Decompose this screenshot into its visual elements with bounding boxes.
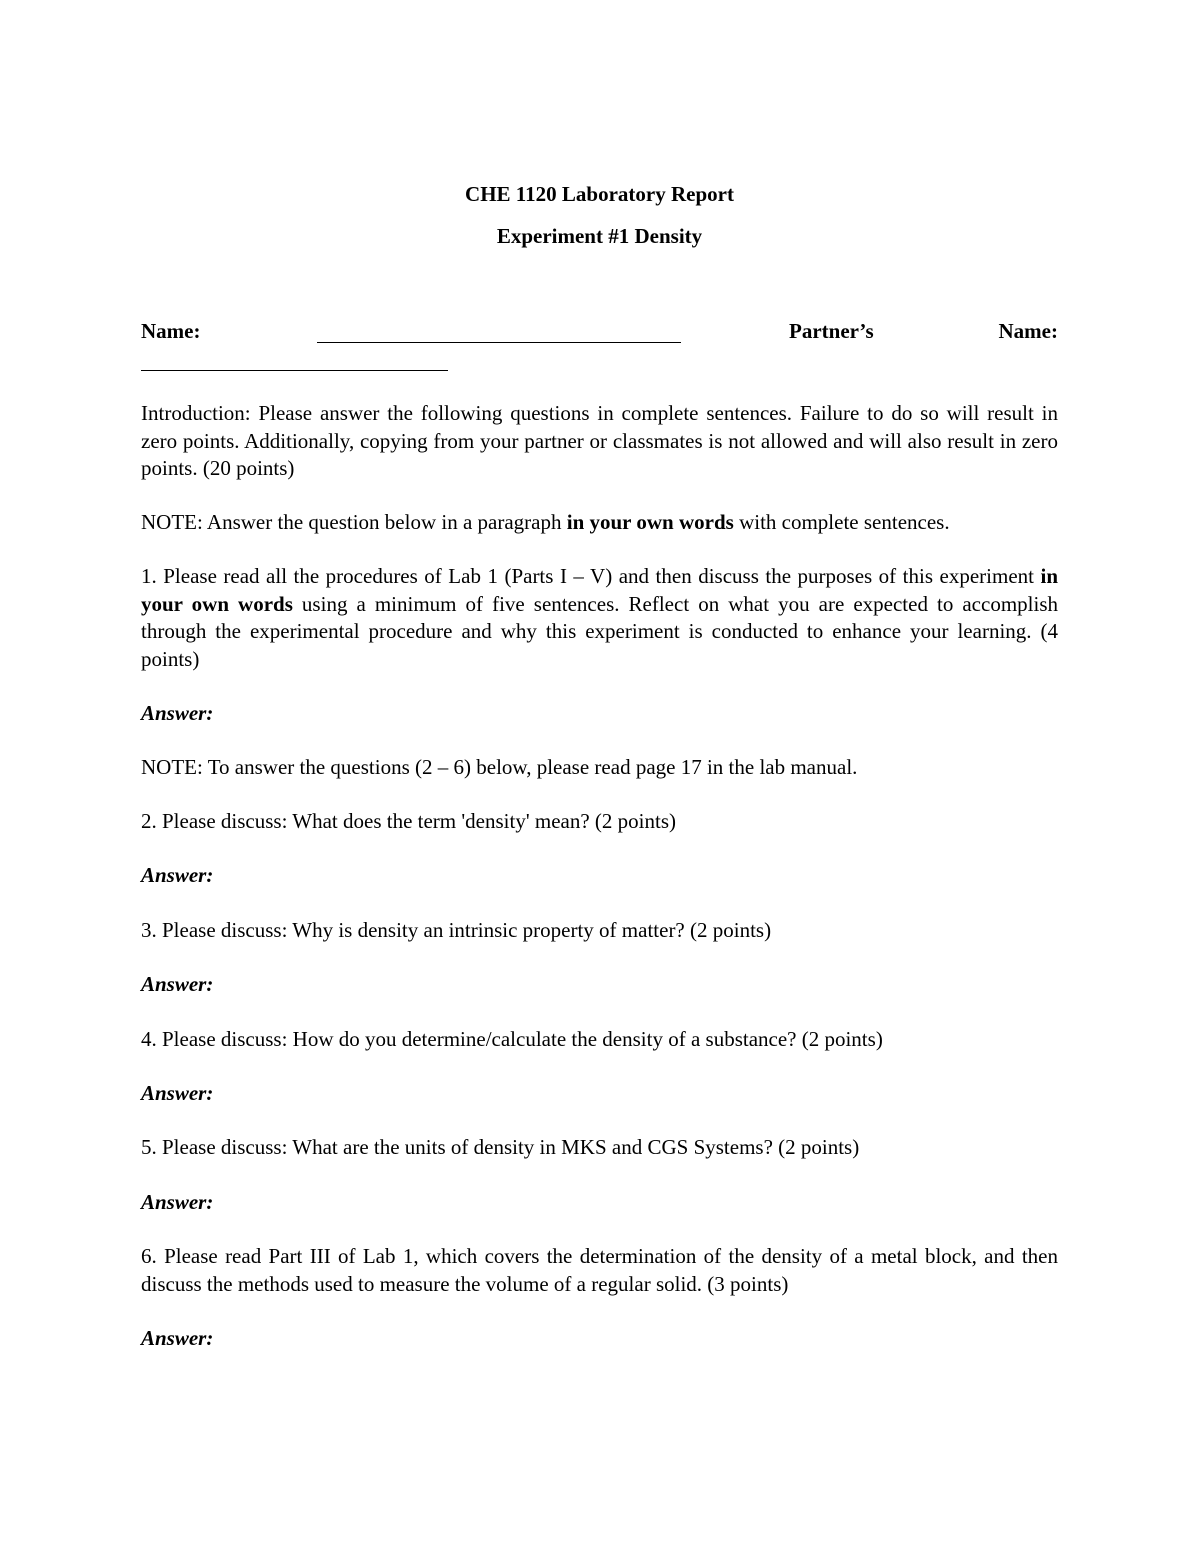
question-6: 6. Please read Part III of Lab 1, which covers the determination of the density of a metal block, and then discuss the methods used to measure the volume of a regular solid. (3 points) xyxy=(141,1244,1058,1296)
answer-6-label: Answer: xyxy=(141,1326,214,1350)
note-own-words xyxy=(141,509,1058,537)
question-3: 3. Please discuss: Why is density an intrinsic property of matter? (2 points) xyxy=(141,918,772,942)
partner-name-label: Name: xyxy=(998,319,1058,343)
introduction-paragraph: Introduction: Please answer the following questions in complete sentences. Failure to do so will result in zero points. Additionally, copying from your partner or classmates is not allowed and will also result in zero points. (20 points) xyxy=(141,401,1058,480)
question-4: 4. Please discuss: How do you determine/calculate the density of a substance? (2 points) xyxy=(141,1027,883,1051)
name-row xyxy=(141,318,1058,348)
report-title: CHE 1120 Laboratory Report xyxy=(465,182,734,206)
name-blank-line[interactable] xyxy=(317,342,681,343)
experiment-title: Experiment #1 Density xyxy=(496,224,703,248)
question-2: 2. Please discuss: What does the term 'density' mean? (2 points) xyxy=(141,809,676,833)
question-1 xyxy=(141,563,1058,673)
note1-bold-text: in your own words xyxy=(566,510,734,534)
partner-name-blank-line[interactable] xyxy=(141,370,448,371)
note-lab-manual: NOTE: To answer the questions (2 – 6) below, please read page 17 in the lab manual. xyxy=(141,755,858,779)
answer-1-label: Answer: xyxy=(141,701,214,725)
partner-label: Partner’s xyxy=(789,319,874,343)
answer-2-label: Answer: xyxy=(141,863,214,887)
question-1-text-start: 1. Please read all the procedures of Lab 1 (Parts I – V) and then discuss the purposes of this experiment xyxy=(141,564,1041,588)
answer-3-label: Answer: xyxy=(141,972,214,996)
question-5: 5. Please discuss: What are the units of density in MKS and CGS Systems? (2 points) xyxy=(141,1135,860,1159)
note1-text-end: with complete sentences. xyxy=(733,510,950,534)
note1-text-start: NOTE: Answer the question below in a paragraph xyxy=(141,510,567,534)
question-1-text-end: using a minimum of five sentences. Reflect on what you are expected to accomplish through the experimental procedure and why this experiment is conducted to enhance your learning. (4 points) xyxy=(141,591,1058,671)
answer-4-label: Answer: xyxy=(141,1081,214,1105)
name-label: Name: xyxy=(141,319,201,343)
answer-5-label: Answer: xyxy=(141,1190,214,1214)
question-1-bold-text: in your own words xyxy=(141,564,1058,616)
